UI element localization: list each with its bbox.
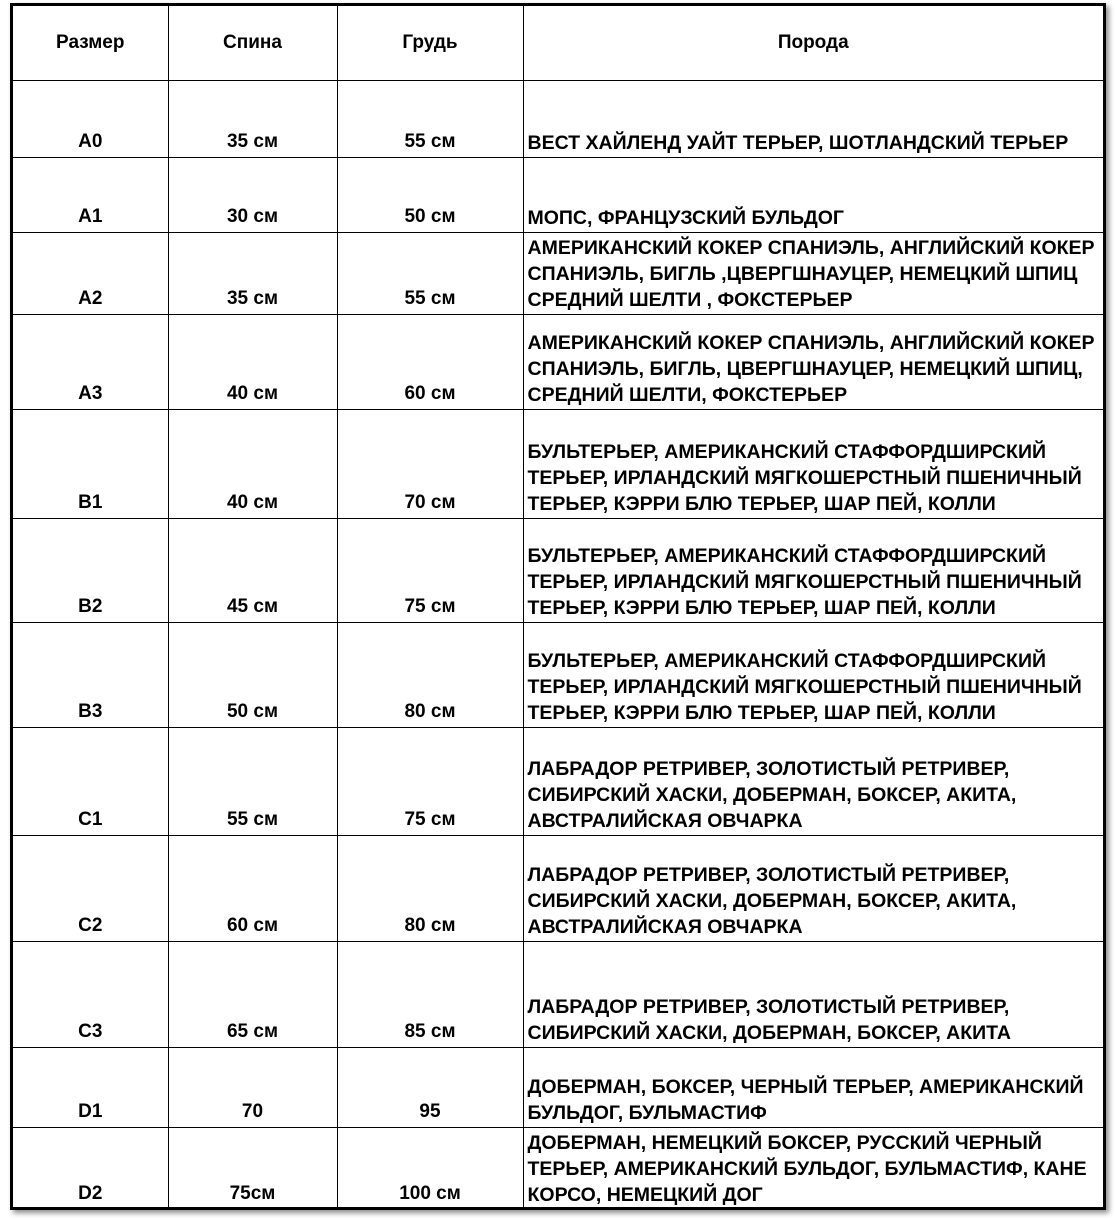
chest-cell: 80 см: [337, 835, 523, 941]
breed-line: ТЕРЬЕР, АМЕРИКАНСКИЙ БУЛЬДОГ, БУЛЬМАСТИФ, КАНЕ: [527, 1158, 1087, 1180]
breed-cell: [523, 518, 1103, 622]
table-row: [13, 941, 1103, 1047]
breed-cell: [523, 727, 1103, 835]
chest-cell: 100 см: [337, 1127, 523, 1209]
table-row: [13, 518, 1103, 622]
breed-line: АМЕРИКАНСКИЙ КОКЕР СПАНИЭЛЬ, АНГЛИЙСКИЙ КОКЕР: [527, 236, 1095, 259]
size-cell: C2: [13, 835, 168, 941]
chest-cell: 75 см: [337, 518, 523, 622]
back-cell: 60 см: [168, 835, 337, 941]
chest-cell: 85 см: [337, 941, 523, 1047]
table-row: [13, 409, 1103, 518]
size-chart-body: [13, 6, 1103, 1209]
breed-line: ВЕСТ ХАЙЛЕНД УАЙТ ТЕРЬЕР, ШОТЛАНДСКИЙ ТЕРЬЕР: [527, 131, 1069, 154]
breed-line: ЛАБРАДОР РЕТРИВЕР, ЗОЛОТИСТЫЙ РЕТРИВЕР,: [527, 995, 1010, 1018]
breed-line: СПАНИЭЛЬ, БИГЛЬ ,ЦВЕРГШНАУЦЕР, НЕМЕЦКИЙ ШПИЦ: [527, 262, 1078, 285]
back-cell: 35 см: [168, 232, 337, 314]
breed-cell: [523, 622, 1103, 727]
breed-cell: [523, 409, 1103, 518]
chest-cell: 50 см: [337, 157, 523, 232]
chest-cell: 55 см: [337, 232, 523, 314]
breed-line: СРЕДНИЙ ШЕЛТИ, ФОКСТЕРЬЕР: [527, 383, 848, 406]
size-cell: B3: [13, 622, 168, 727]
header-row: [13, 6, 1103, 80]
breed-line: ТЕРЬЕР, КЭРРИ БЛЮ ТЕРЬЕР, ШАР ПЕЙ, КОЛЛИ: [527, 701, 996, 724]
table-row: [13, 314, 1103, 409]
back-cell: 65 см: [168, 941, 337, 1047]
size-cell: D1: [13, 1047, 168, 1127]
breed-line: СИБИРСКИЙ ХАСКИ, ДОБЕРМАН, БОКСЕР, АКИТА: [527, 1021, 1011, 1044]
back-cell: 70: [168, 1047, 337, 1127]
chest-cell: 80 см: [337, 622, 523, 727]
breed-cell: [523, 835, 1103, 941]
back-cell: 40 см: [168, 314, 337, 409]
breed-line: АМЕРИКАНСКИЙ КОКЕР СПАНИЭЛЬ, АНГЛИЙСКИЙ КОКЕР: [527, 331, 1095, 354]
back-cell: 75см: [168, 1127, 337, 1209]
breed-line: КОРСО, НЕМЕЦКИЙ ДОГ: [527, 1184, 763, 1206]
breed-line: ТЕРЬЕР, ИРЛАНДСКИЙ МЯГКОШЕРСТНЫЙ ПШЕНИЧНЫЙ: [527, 466, 1082, 489]
back-cell: 30 см: [168, 157, 337, 232]
breed-cell: [523, 314, 1103, 409]
back-cell: 55 см: [168, 727, 337, 835]
size-cell: A0: [13, 80, 168, 157]
size-cell: B1: [13, 409, 168, 518]
chest-cell: 60 см: [337, 314, 523, 409]
size-cell: B2: [13, 518, 168, 622]
back-cell: 45 см: [168, 518, 337, 622]
size-cell: C3: [13, 941, 168, 1047]
table-row: [13, 232, 1103, 314]
size-cell: A3: [13, 314, 168, 409]
breed-line: ТЕРЬЕР, КЭРРИ БЛЮ ТЕРЬЕР, ШАР ПЕЙ, КОЛЛИ: [527, 492, 996, 515]
breed-line: СРЕДНИЙ ШЕЛТИ , ФОКСТЕРЬЕР: [527, 288, 853, 311]
breed-line: ТЕРЬЕР, ИРЛАНДСКИЙ МЯГКОШЕРСТНЫЙ ПШЕНИЧНЫЙ: [527, 570, 1082, 593]
breed-line: БУЛЬТЕРЬЕР, АМЕРИКАНСКИЙ СТАФФОРДШИРСКИЙ: [527, 440, 1046, 463]
breed-line: ЛАБРАДОР РЕТРИВЕР, ЗОЛОТИСТЫЙ РЕТРИВЕР,: [527, 757, 1010, 780]
breed-line: АВСТРАЛИЙСКАЯ ОВЧАРКА: [527, 809, 803, 832]
size-cell: D2: [13, 1127, 168, 1209]
size-cell: A1: [13, 157, 168, 232]
breed-cell: [523, 1047, 1103, 1127]
table-row: [13, 1127, 1103, 1209]
table-row: [13, 835, 1103, 941]
size-chart-frame: [10, 3, 1106, 1210]
chest-cell: 75 см: [337, 727, 523, 835]
chest-cell: 70 см: [337, 409, 523, 518]
breed-line: БУЛЬТЕРЬЕР, АМЕРИКАНСКИЙ СТАФФОРДШИРСКИЙ: [527, 649, 1046, 672]
chest-cell: 55 см: [337, 80, 523, 157]
breed-cell: [523, 157, 1103, 232]
table-row: [13, 80, 1103, 157]
breed-line: АВСТРАЛИЙСКАЯ ОВЧАРКА: [527, 915, 803, 938]
breed-cell: [523, 80, 1103, 157]
back-cell: 40 см: [168, 409, 337, 518]
table-row: [13, 622, 1103, 727]
chest-cell: 95: [337, 1047, 523, 1127]
breed-line: СИБИРСКИЙ ХАСКИ, ДОБЕРМАН, БОКСЕР, АКИТА,: [527, 889, 1017, 912]
breed-line: МОПС, ФРАНЦУЗСКИЙ БУЛЬДОГ: [527, 206, 844, 229]
table-row: [13, 157, 1103, 232]
header-breed: Порода: [523, 6, 1103, 80]
breed-line: ДОБЕРМАН, НЕМЕЦКИЙ БОКСЕР, РУССКИЙ ЧЕРНЫЙ: [527, 1132, 1042, 1154]
size-cell: A2: [13, 232, 168, 314]
header-back: Спина: [168, 6, 337, 80]
size-cell: C1: [13, 727, 168, 835]
breed-line: ДОБЕРМАН, БОКСЕР, ЧЕРНЫЙ ТЕРЬЕР, АМЕРИКАНСКИЙ: [527, 1075, 1084, 1098]
breed-line: ЛАБРАДОР РЕТРИВЕР, ЗОЛОТИСТЫЙ РЕТРИВЕР,: [527, 863, 1010, 886]
breed-line: БУЛЬДОГ, БУЛЬМАСТИФ: [527, 1101, 767, 1124]
breed-line: ТЕРЬЕР, ИРЛАНДСКИЙ МЯГКОШЕРСТНЫЙ ПШЕНИЧНЫЙ: [527, 675, 1082, 698]
breed-cell: [523, 1127, 1103, 1209]
back-cell: 35 см: [168, 80, 337, 157]
size-chart-table: [13, 6, 1103, 1209]
breed-cell: [523, 232, 1103, 314]
header-chest: Грудь: [337, 6, 523, 80]
table-row: [13, 727, 1103, 835]
breed-line: СИБИРСКИЙ ХАСКИ, ДОБЕРМАН, БОКСЕР, АКИТА,: [527, 783, 1017, 806]
header-size: Размер: [13, 6, 168, 80]
breed-line: БУЛЬТЕРЬЕР, АМЕРИКАНСКИЙ СТАФФОРДШИРСКИЙ: [527, 544, 1046, 567]
table-row: [13, 1047, 1103, 1127]
breed-line: СПАНИЭЛЬ, БИГЛЬ, ЦВЕРГШНАУЦЕР, НЕМЕЦКИЙ ШПИЦ,: [527, 357, 1083, 380]
breed-cell: [523, 941, 1103, 1047]
back-cell: 50 см: [168, 622, 337, 727]
breed-line: ТЕРЬЕР, КЭРРИ БЛЮ ТЕРЬЕР, ШАР ПЕЙ, КОЛЛИ: [527, 596, 996, 619]
